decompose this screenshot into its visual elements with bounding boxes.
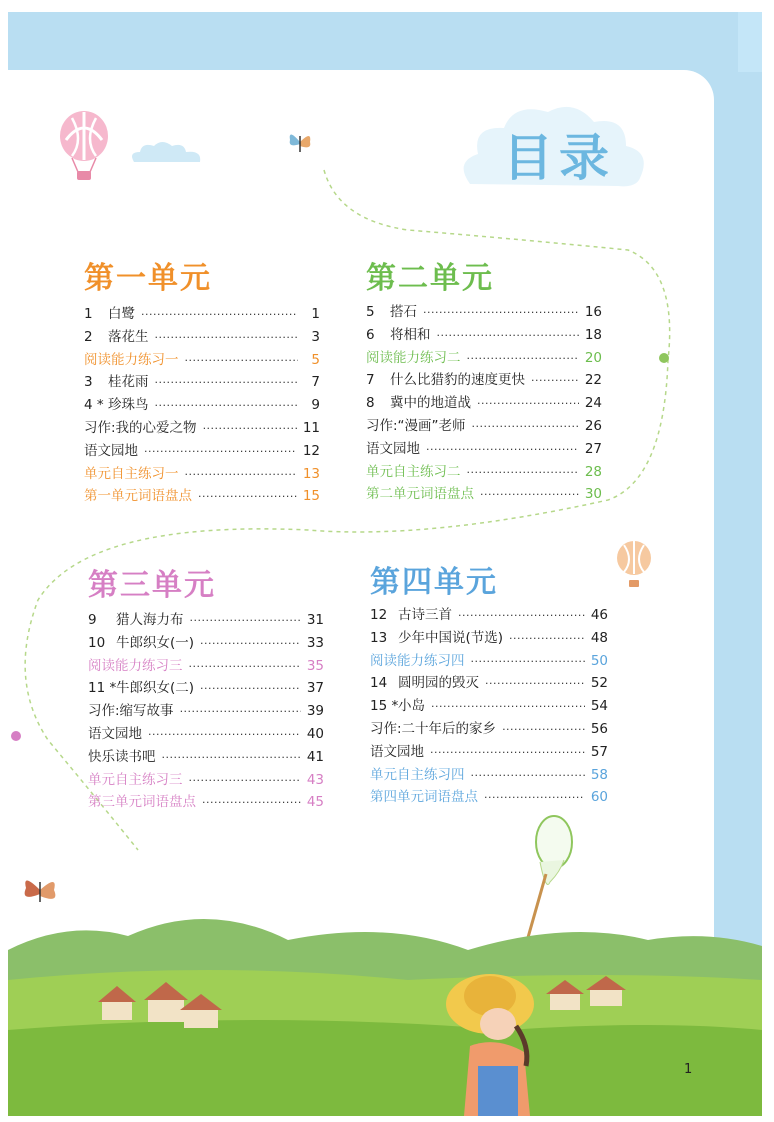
toc-entry[interactable]: 15 * 小岛 ····· 54 (370, 694, 608, 717)
unit-4-toc (370, 603, 608, 808)
toc-entry[interactable]: 习作:二十年后的家乡 ····· 56 (370, 717, 608, 740)
toc-entry[interactable]: 4 * 珍珠鸟 ····· 9 (84, 393, 320, 416)
unit-1-heading: 第一单元 (84, 261, 212, 296)
unit-3-heading: 第三单元 (88, 568, 216, 603)
unit-4-heading: 第四单元 (370, 565, 498, 600)
toc-entry[interactable]: 快乐读书吧 ····· 41 (88, 745, 324, 768)
page-edge-strip (738, 12, 762, 72)
toc-entry[interactable]: 语文园地 ····· 57 (370, 740, 608, 763)
toc-entry[interactable]: 14 圆明园的毁灭 ····· 52 (370, 671, 608, 694)
hot-air-balloon-icon (614, 540, 654, 590)
toc-entry[interactable]: 习作:我的心爱之物 ····· 11 (84, 416, 320, 439)
toc-entry[interactable]: 语文园地 ····· 27 (366, 437, 602, 460)
toc-entry[interactable]: 单元自主练习三 ····· 43 (88, 768, 324, 791)
toc-entry[interactable]: 单元自主练习二 ····· 28 (366, 460, 602, 483)
toc-entry[interactable]: 阅读能力练习一 ····· 5 (84, 348, 320, 371)
unit-2-toc (366, 300, 602, 505)
toc-entry[interactable]: 第二单元词语盘点 ····· 30 (366, 482, 602, 505)
toc-entry[interactable]: 3 桂花雨 ····· 7 (84, 370, 320, 393)
green-fields-landscape (8, 880, 762, 1116)
toc-entry[interactable]: 第四单元词语盘点 ····· 60 (370, 785, 608, 808)
toc-entry[interactable]: 6 将相和 ····· 18 (366, 323, 602, 346)
toc-entry[interactable]: 语文园地 ····· 12 (84, 439, 320, 462)
butterfly-icon (286, 126, 314, 158)
toc-entry[interactable]: 1 白鹭 ····· 1 (84, 302, 320, 325)
toc-entry[interactable]: 第三单元词语盘点 ····· 45 (88, 790, 324, 813)
toc-entry[interactable]: 语文园地 ····· 40 (88, 722, 324, 745)
toc-entry[interactable]: 13 少年中国说(节选) ····· 48 (370, 626, 608, 649)
toc-entry[interactable]: 12 古诗三首 ····· 46 (370, 603, 608, 626)
toc-entry[interactable]: 习作:缩写故事 ····· 39 (88, 699, 324, 722)
toc-entry[interactable]: 第一单元词语盘点 ····· 15 (84, 484, 320, 507)
page-title: 目录 (503, 129, 615, 187)
toc-entry[interactable]: 10 牛郎织女(一) ····· 33 (88, 631, 324, 654)
toc-entry[interactable]: 单元自主练习一 ····· 13 (84, 462, 320, 485)
toc-entry[interactable]: 阅读能力练习二 ····· 20 (366, 346, 602, 369)
toc-entry[interactable]: 2 落花生 ····· 3 (84, 325, 320, 348)
toc-entry[interactable]: 9 猎人海力布 ····· 31 (88, 608, 324, 631)
toc-entry[interactable]: 单元自主练习四 ····· 58 (370, 763, 608, 786)
toc-entry[interactable]: 阅读能力练习四 ····· 50 (370, 649, 608, 672)
unit-3-toc (88, 608, 324, 813)
unit-2-heading: 第二单元 (366, 261, 494, 296)
toc-entry[interactable]: 7 什么比猎豹的速度更快 ····· 22 (366, 368, 602, 391)
unit-1-toc (84, 302, 320, 507)
toc-entry[interactable]: 阅读能力练习三 ····· 35 (88, 654, 324, 677)
girl-with-straw-hat-illustration (420, 966, 570, 1116)
toc-entry[interactable]: 习作:“漫画”老师 ····· 26 (366, 414, 602, 437)
toc-entry[interactable]: 8 冀中的地道战 ····· 24 (366, 391, 602, 414)
toc-entry[interactable]: 11 * 牛郎织女(二) ····· 37 (88, 676, 324, 699)
toc-entry[interactable]: 5 搭石 ····· 16 (366, 300, 602, 323)
page-number: 1 (684, 1062, 693, 1077)
